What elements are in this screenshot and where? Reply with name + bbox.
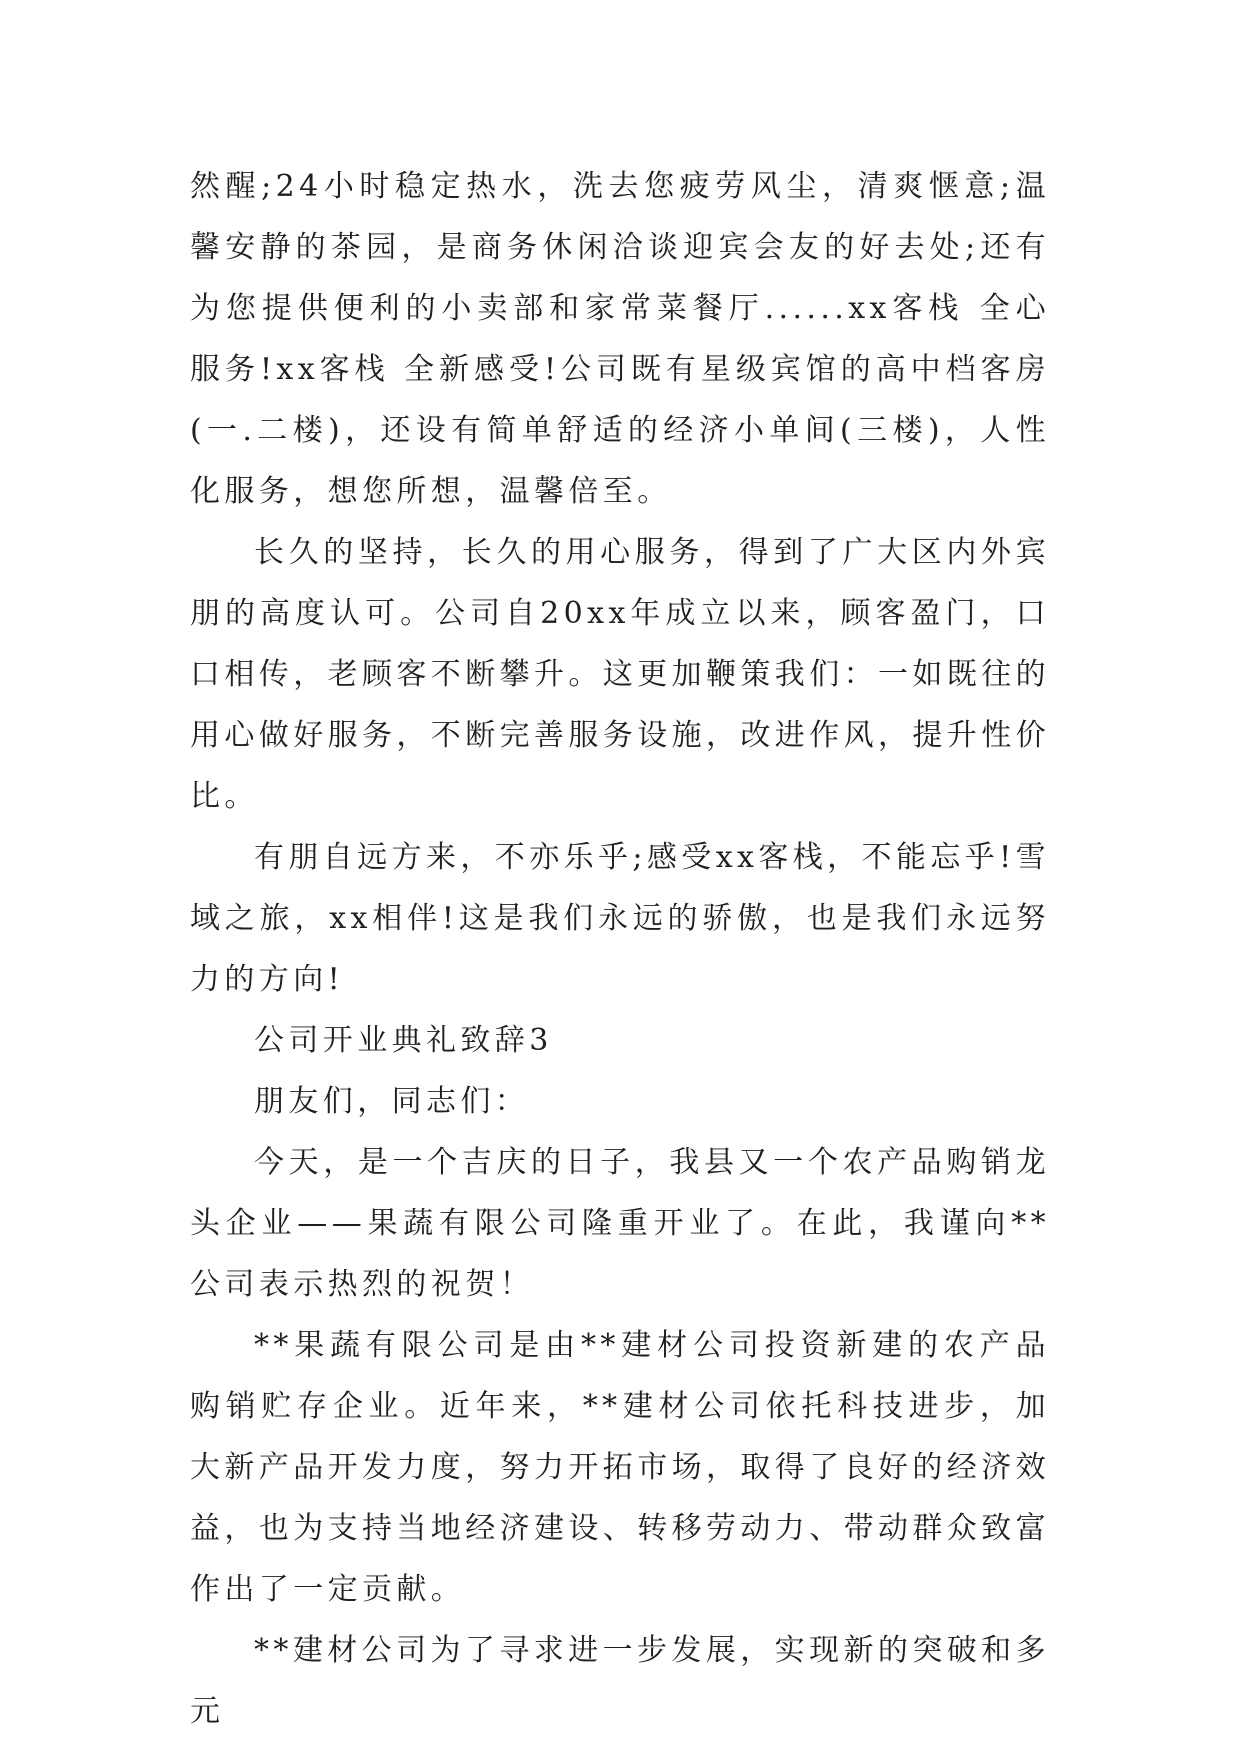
paragraph-2: 长久的坚持，长久的用心服务，得到了广大区内外宾朋的高度认可。公司自20xx年成立以来，顾客盈门，口口相传，老顾客不断攀升。这更加鞭策我们：一如既往的用心做好服务，不断完善服务设施，改进作风，提升性价比。 — [190, 535, 1050, 814]
paragraph-6: **建材公司为了寻求进一步发展，实现新的突破和多元 — [190, 1633, 1050, 1729]
paragraph-4: 今天，是一个吉庆的日子，我县又一个农产品购销龙头企业——果蔬有限公司隆重开业了。在此，我谨向**公司表示热烈的祝贺！ — [190, 1145, 1050, 1302]
paragraph-5: **果蔬有限公司是由**建材公司投资新建的农产品购销贮存企业。近年来，**建材公司依托科技进步，加大新产品开发力度，努力开拓市场，取得了良好的经济效益，也为支持当地经济建设、转移劳动力、带动群众致富作出了一定贡献。 — [190, 1328, 1050, 1607]
paragraph-3: 有朋自远方来，不亦乐乎;感受xx客栈，不能忘乎!雪域之旅，xx相伴!这是我们永远的骄傲，也是我们永远努力的方向! — [190, 840, 1051, 997]
document-body — [190, 156, 1050, 1742]
paragraph-1: 然醒;24小时稳定热水，洗去您疲劳风尘，清爽惬意;温馨安静的茶园，是商务休闲洽谈迎宾会友的好去处;还有为您提供便利的小卖部和家常菜餐厅......xx客栈 全心服务!xx客栈 全新感受!公司既有星级宾馆的高中档客房(一.二楼)，还设有简单舒适的经济小单间(三楼)，人性化服务，想您所想，温馨倍至。 — [190, 169, 1050, 509]
section-heading: 公司开业典礼致辞3 — [254, 1023, 553, 1058]
salutation: 朋友们，同志们： — [254, 1084, 530, 1119]
